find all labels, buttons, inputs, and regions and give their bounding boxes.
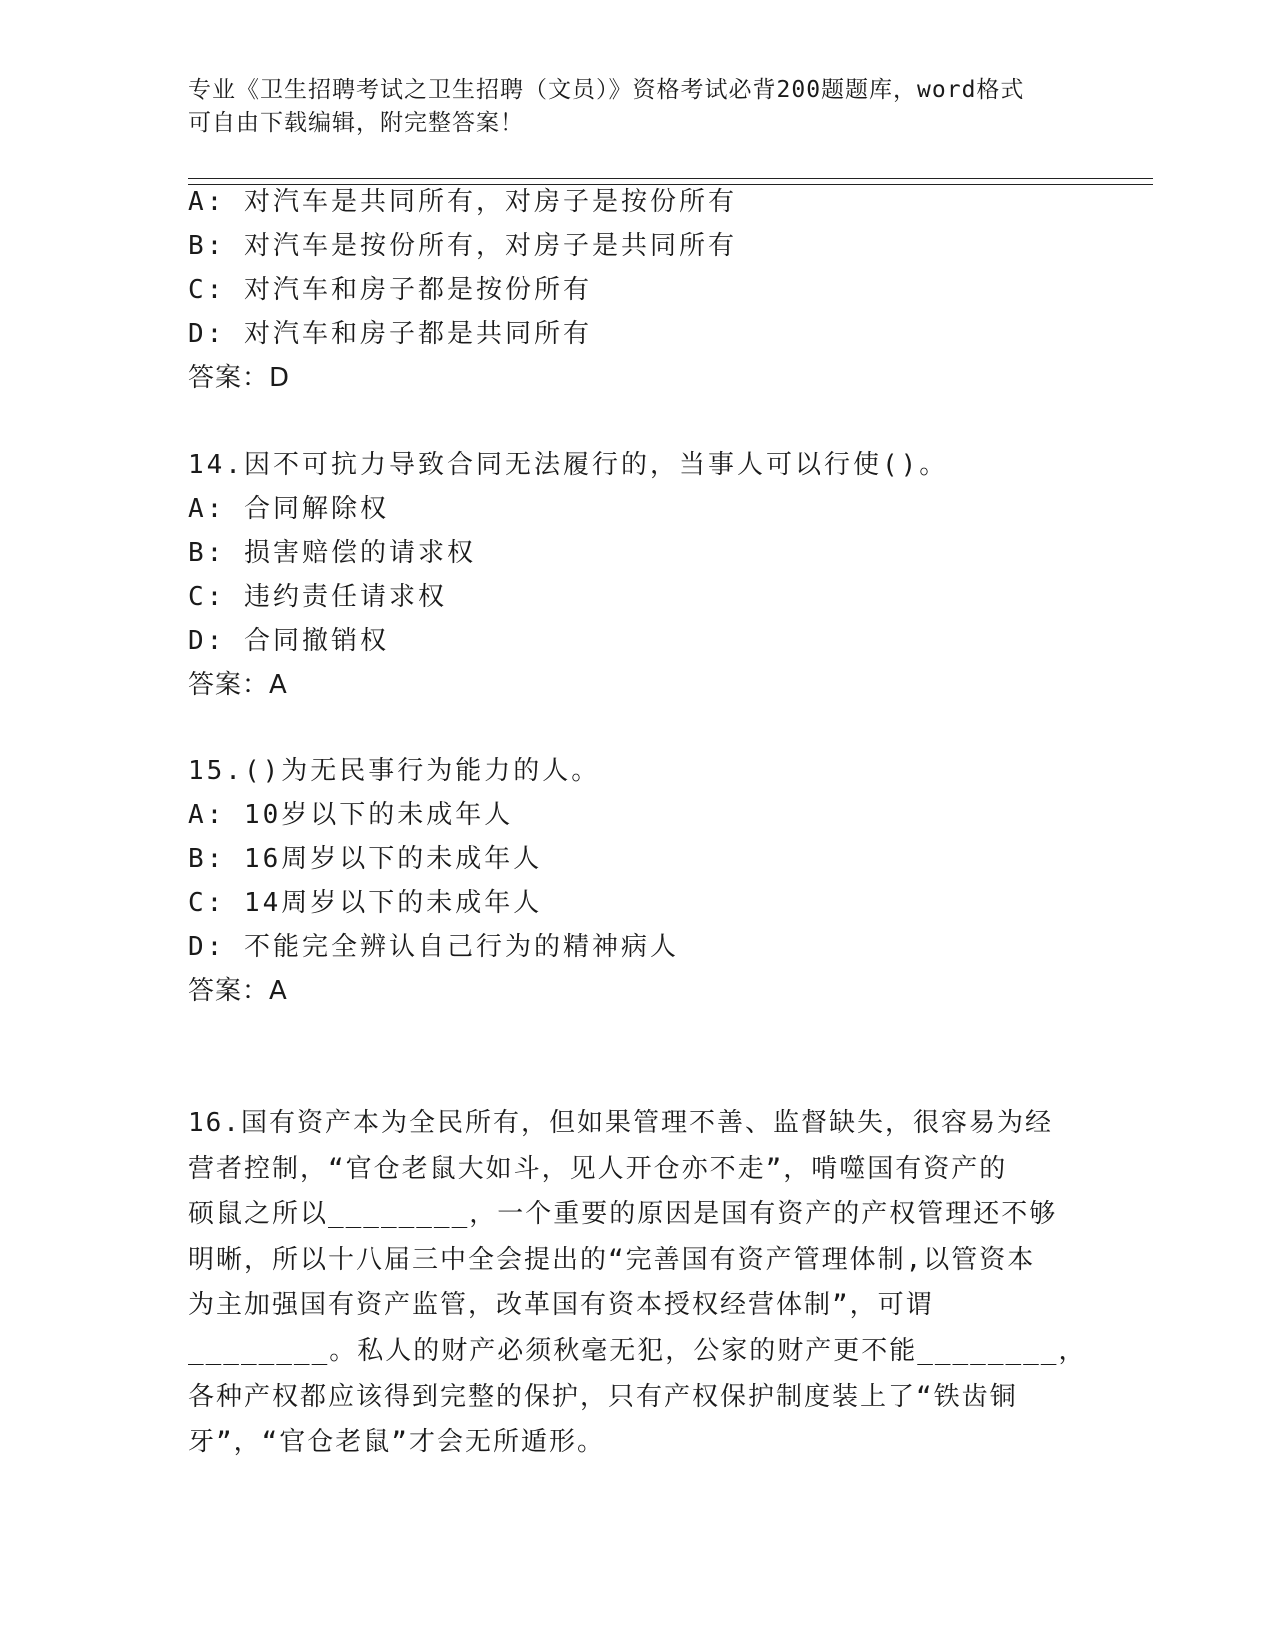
q16-line-3: 硕鼠之所以________，一个重要的原因是国有资产的产权管理还不够 xyxy=(188,1199,1058,1230)
q13-option-d: D: 对汽车和房子都是共同所有 xyxy=(188,319,592,349)
q15-option-d: D: 不能完全辨认自己行为的精神病人 xyxy=(188,932,679,962)
q16-line-6: ________。私人的财产必须秋毫无犯，公家的财产更不能________， xyxy=(188,1335,1087,1366)
q14-option-d: D: 合同撤销权 xyxy=(188,626,389,656)
q14-option-c: C: 违约责任请求权 xyxy=(188,582,447,612)
q16-question-paragraph xyxy=(188,1101,1087,1466)
q13-answer: 答案：D xyxy=(188,363,291,393)
q15-question: 15.()为无民事行为能力的人。 xyxy=(188,756,601,786)
document-header xyxy=(188,74,1088,140)
q16-line-1: 16.国有资产本为全民所有，但如果管理不善、监督缺失，很容易为经 xyxy=(188,1108,1053,1138)
q15-option-a: A: 10岁以下的未成年人 xyxy=(188,800,514,830)
q16-line-8: 牙”，“官仓老鼠”才会无所遁形。 xyxy=(188,1427,605,1458)
q16-line-2: 营者控制，“官仓老鼠大如斗，见人开仓亦不走”，啃噬国有资产的 xyxy=(188,1153,1008,1184)
q15-option-b: B: 16周岁以下的未成年人 xyxy=(188,844,543,874)
q15-option-c: C: 14周岁以下的未成年人 xyxy=(188,888,543,918)
q15-answer: 答案：A xyxy=(188,976,288,1006)
q16-line-7: 各种产权都应该得到完整的保护，只有产权保护制度装上了“铁齿铜 xyxy=(188,1381,1018,1412)
q16-line-5: 为主加强国有资产监管，改革国有资本授权经营体制”，可谓 xyxy=(188,1290,934,1321)
q14-option-a: A: 合同解除权 xyxy=(188,494,389,524)
header-title-line-1: 专业《卫生招聘考试之卫生招聘（文员）》资格考试必背200题题库，word格式 xyxy=(188,77,1025,103)
q13-option-c: C: 对汽车和房子都是按份所有 xyxy=(188,275,592,305)
q13-option-b: B: 对汽车是按份所有，对房子是共同所有 xyxy=(188,231,737,261)
q14-answer: 答案：A xyxy=(188,670,288,700)
q14-option-b: B: 损害赔偿的请求权 xyxy=(188,538,476,568)
header-double-rule xyxy=(188,178,1153,185)
header-title-line-2: 可自由下载编辑，附完整答案！ xyxy=(188,110,524,136)
q14-question: 14.因不可抗力导致合同无法履行的，当事人可以行使()。 xyxy=(188,450,949,480)
q16-line-4: 明晰，所以十八届三中全会提出的“完善国有资产管理体制,以管资本 xyxy=(188,1244,1036,1275)
q13-option-a: A: 对汽车是共同所有，对房子是按份所有 xyxy=(188,187,737,217)
